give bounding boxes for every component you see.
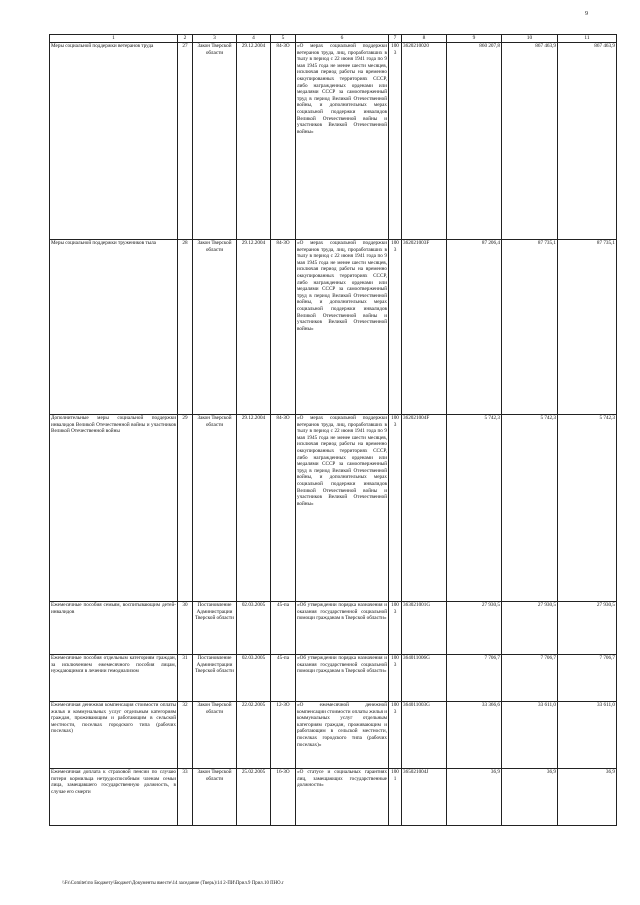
column-header: 3 [193,35,237,43]
column-header: 4 [237,35,271,43]
document-number: 45-па [271,655,296,702]
document-date: 29.12.2004 [237,43,271,240]
document-type: Закон Тверской области [193,240,237,415]
table-row [50,769,617,826]
document-title: «Об утверждении порядка назначения и оказания государственной социальной помощи гражданам в Тверской области» [296,602,389,655]
target-code: 364011006G [402,655,447,702]
table-row [50,415,617,602]
section-code: 1003 [389,602,402,655]
document-date: 29.12.2004 [237,415,271,602]
value-col-10: 5 742,3 [502,415,558,602]
value-col-10: 87 735,1 [502,240,558,415]
value-col-11: 87 735,1 [558,240,617,415]
row-number: 31 [178,655,193,702]
value-col-10: 7 706,7 [502,655,558,702]
row-number: 27 [178,43,193,240]
table-row [50,655,617,702]
document-type: Закон Тверской области [193,769,237,826]
section-code: 1003 [389,43,402,240]
program-name: Ежемесячная денежная компенсация стоимости оплаты жилья и коммунальных услуг отдельным категориям граждан, проживающим и работающим в сельской местности, поселках городского типа (рабочих поселках) [50,702,178,769]
program-name: Ежемесячные пособия отдельным категориям граждан, за исключением ежемесячного пособия лицам, нуждающимся в лечении гемодиализом [50,655,178,702]
value-col-9: 5 742,3 [447,415,502,602]
row-number: 28 [178,240,193,415]
value-col-11: 27 930,5 [558,602,617,655]
value-col-9: 7 706,7 [447,655,502,702]
column-header: 1 [50,35,178,43]
document-title: «Об утверждении порядка назначения и оказания государственной социальной помощи гражданам в Тверской области» [296,655,389,702]
section-code: 1003 [389,415,402,602]
program-name: Ежемесячная доплата к страховой пенсии по случаю потери кормильца нетрудоспособным членам семьи лица, замещавшего государственную должность, в случае его смерти [50,769,178,826]
target-code: 363021001G [402,602,447,655]
value-col-11: 5 742,3 [558,415,617,602]
value-col-9: 33 366,6 [447,702,502,769]
document-title: «О ежемесячной денежной компенсации стоимости оплаты жилья и коммунальных услуг отдельным категориям граждан, проживающим и работающим в сельской местности, поселках городского типа (рабочих поселках)» [296,702,389,769]
value-col-9: 860 207,8 [447,43,502,240]
value-col-11: 36,9 [558,769,617,826]
header-row [50,35,617,43]
document-number: 84-ЗО [271,415,296,602]
value-col-11: 867 463,9 [558,43,617,240]
document-number: 12-ЗО [271,702,296,769]
page-number: 9 [585,11,588,17]
value-col-10: 867 463,9 [502,43,558,240]
program-name: Меры социальной поддержки тружеников тыла [50,240,178,415]
value-col-11: 33 611,0 [558,702,617,769]
document-type: Постановление Администрации Тверской области [193,602,237,655]
document-type: Закон Тверской области [193,702,237,769]
document-title: «О мерах социальной поддержки ветеранов труда, лиц, проработавших в тылу в период с 22 июня 1941 года по 9 мая 1945 года не менее шести месяцев, исключая период работы на временно оккупированных территориях СССР, либо награжденных орденами или медалями СССР за самоотверженный труд в период Великой Отечественной войны, и дополнительных мерах социальной поддержки инвалидов Великой Отечественной войны и участников Великой Отечественной войны» [296,240,389,415]
section-code: 1003 [389,655,402,702]
value-col-10: 33 611,0 [502,702,558,769]
document-number: 45-па [271,602,296,655]
document-type: Закон Тверской области [193,43,237,240]
column-header: 9 [447,35,502,43]
budget-table [49,34,617,826]
footer-path: \\Fs\Comitet\по Бюджету\Бюджет\Документы вместе\14 заседание (Тверь)\14 2-ПИ\Прил.9 Прил.10 ПНО.r [62,881,284,886]
column-header: 8 [402,35,447,43]
program-name: Дополнительные меры социальной поддержки инвалидов Великой Отечественной войны и участников Великой Отечественной войны [50,415,178,602]
table-row [50,43,617,240]
target-code: 3620210020 [402,43,447,240]
value-col-9: 87 206,4 [447,240,502,415]
program-name: Меры социальной поддержки ветеранов труда [50,43,178,240]
section-code: 1003 [389,702,402,769]
column-header: 6 [296,35,389,43]
column-header: 5 [271,35,296,43]
document-date: 02.03.2005 [237,655,271,702]
row-number: 32 [178,702,193,769]
column-header: 11 [558,35,617,43]
column-header: 7 [389,35,402,43]
row-number: 29 [178,415,193,602]
row-number: 33 [178,769,193,826]
document-type: Постановление Администрации Тверской области [193,655,237,702]
section-code: 1003 [389,240,402,415]
section-code: 1001 [389,769,402,826]
program-name: Ежемесячные пособия семьям, воспитывающим детей-инвалидов [50,602,178,655]
value-col-9: 36,9 [447,769,502,826]
document-title: «О статусе и социальных гарантиях лиц, замещающих государственные должности» [296,769,389,826]
document-date: 22.02.2005 [237,702,271,769]
document-number: 84-ЗО [271,240,296,415]
table-row [50,602,617,655]
document-number: 84-ЗО [271,43,296,240]
row-number: 30 [178,602,193,655]
value-col-10: 27 930,5 [502,602,558,655]
target-code: 362021004F [402,415,447,602]
document-date: 25.02.2005 [237,769,271,826]
document-date: 02.03.2005 [237,602,271,655]
target-code: 365021004J [402,769,447,826]
target-code: 364011003G [402,702,447,769]
value-col-9: 27 930,5 [447,602,502,655]
column-header: 10 [502,35,558,43]
document-date: 29.12.2004 [237,240,271,415]
document-type: Закон Тверской области [193,415,237,602]
table-row [50,240,617,415]
document-title: «О мерах социальной поддержки ветеранов труда, лиц, проработавших в тылу в период с 22 июня 1941 года по 9 мая 1945 года не менее шести месяцев, исключая период работы на временно оккупированных территориях СССР, либо награжденных орденами или медалями СССР за самоотверженный труд в период Великой Отечественной войны, и дополнительных мерах социальной поддержки инвалидов Великой Отечественной войны и участников Великой Отечественной войны» [296,415,389,602]
table-row [50,702,617,769]
value-col-11: 7 706,7 [558,655,617,702]
column-header: 2 [178,35,193,43]
document-number: 16-ЗО [271,769,296,826]
document-title: «О мерах социальной поддержки ветеранов труда, лиц, проработавших в тылу в период с 22 июня 1941 года по 9 мая 1945 года не менее шести месяцев, исключая период работы на временно оккупированных территориях СССР, либо награжденных орденами или медалями СССР за самоотверженный труд в период Великой Отечественной войны, и дополнительных мерах социальной поддержки инвалидов Великой Отечественной войны и участников Великой Отечественной войны» [296,43,389,240]
value-col-10: 36,9 [502,769,558,826]
target-code: 362021003F [402,240,447,415]
